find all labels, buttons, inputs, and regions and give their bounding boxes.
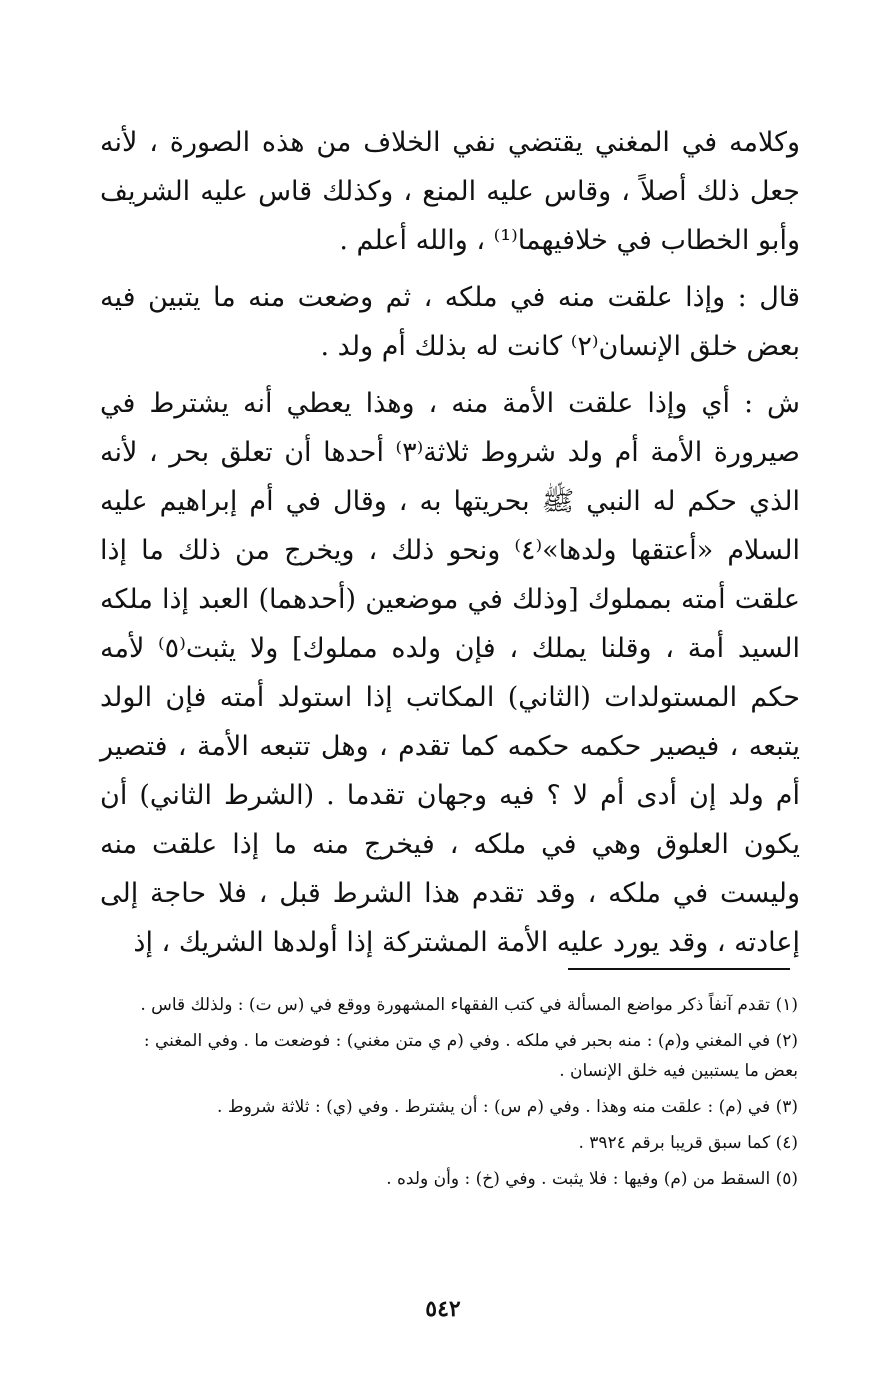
page-number: ٥٤٢ (425, 1296, 461, 1322)
footnote-2-text: (٢) في المغني و(م) : منه بحبر في ملكه . وفي (م ي متن مغني) : فوضعت ما . وفي المغني : (143, 1031, 798, 1051)
footnotes (100, 990, 798, 1200)
footnote-1 (100, 990, 798, 1020)
footnote-5 (100, 1164, 798, 1194)
main-text (100, 118, 800, 967)
footnote-2 (100, 1026, 798, 1086)
footnote-3 (100, 1092, 798, 1122)
paragraph-1: وكلامه في المغني يقتضي نفي الخلاف من هذه الصورة ، لأنه جعل ذلك أصلاً ، وقاس عليه المنع ، وكذلك قاس عليه الشريف وأبو الخطاب في خلافيهما⁽¹⁾ ، والله أعلم . (100, 127, 800, 256)
paragraph-2: قال : وإذا علقت منه في ملكه ، ثم وضعت منه ما يتبين فيه بعض خلق الإنسان⁽٢⁾ كانت له بذلك أم ولد . (100, 282, 800, 362)
footnote-5-text: (٥) السقط من (م) وفيها : فلا يثبت . وفي (خ) : وأن ولده . (386, 1169, 798, 1189)
footnote-separator (568, 968, 790, 970)
footnote-1-text: (١) تقدم آنفاً ذكر مواضع المسألة في كتب الفقهاء المشهورة ووقع في (س ت) : ولذلك قاس . (140, 995, 798, 1015)
footnote-4-text: (٤) كما سبق قريبا برقم ٣٩٢٤ . (578, 1133, 798, 1153)
footnote-4 (100, 1128, 798, 1158)
footnote-2-continuation: بعض ما يستبين فيه خلق الإنسان . (559, 1061, 798, 1081)
footnote-3-text: (٣) في (م) : علقت منه وهذا . وفي (م س) : أن يشترط . وفي (ي) : ثلاثة شروط . (217, 1097, 798, 1117)
paragraph-3: ش : أي وإذا علقت الأمة منه ، وهذا يعطي أنه يشترط في صيرورة الأمة أم ولد شروط ثلاثة⁽٣⁾ أحدها أن تعلق بحر ، لأنه الذي حكم له النبي ﷺ بحريتها به ، وقال في أم إبراهيم عليه السلام «أعتقها ولدها»⁽٤⁾ ونحو ذلك ، ويخرج من ذلك ما إذا علقت أمته بمملوك [وذلك في موضعين (أحدهما) العبد إذا ملكه السيد أمة ، وقلنا يملك ، فإن ولده مملوك] ولا يثبت⁽٥⁾ لأمه حكم المستولدات (الثاني) المكاتب إذا استولد أمته فإن الولد يتبعه ، فيصير حكمه حكمه كما تقدم ، وهل تتبعه الأمة ، فتصير أم ولد إن أدى أم لا ؟ فيه وجهان تقدما . (الشرط الثاني) أن يكون العلوق وهي في ملكه ، فيخرج منه ما إذا علقت منه وليست في ملكه ، وقد تقدم هذا الشرط قبل ، فلا حاجة إلى إعادته ، وقد يورد عليه الأمة المشتركة إذا أولدها الشريك ، إذ (100, 388, 800, 958)
